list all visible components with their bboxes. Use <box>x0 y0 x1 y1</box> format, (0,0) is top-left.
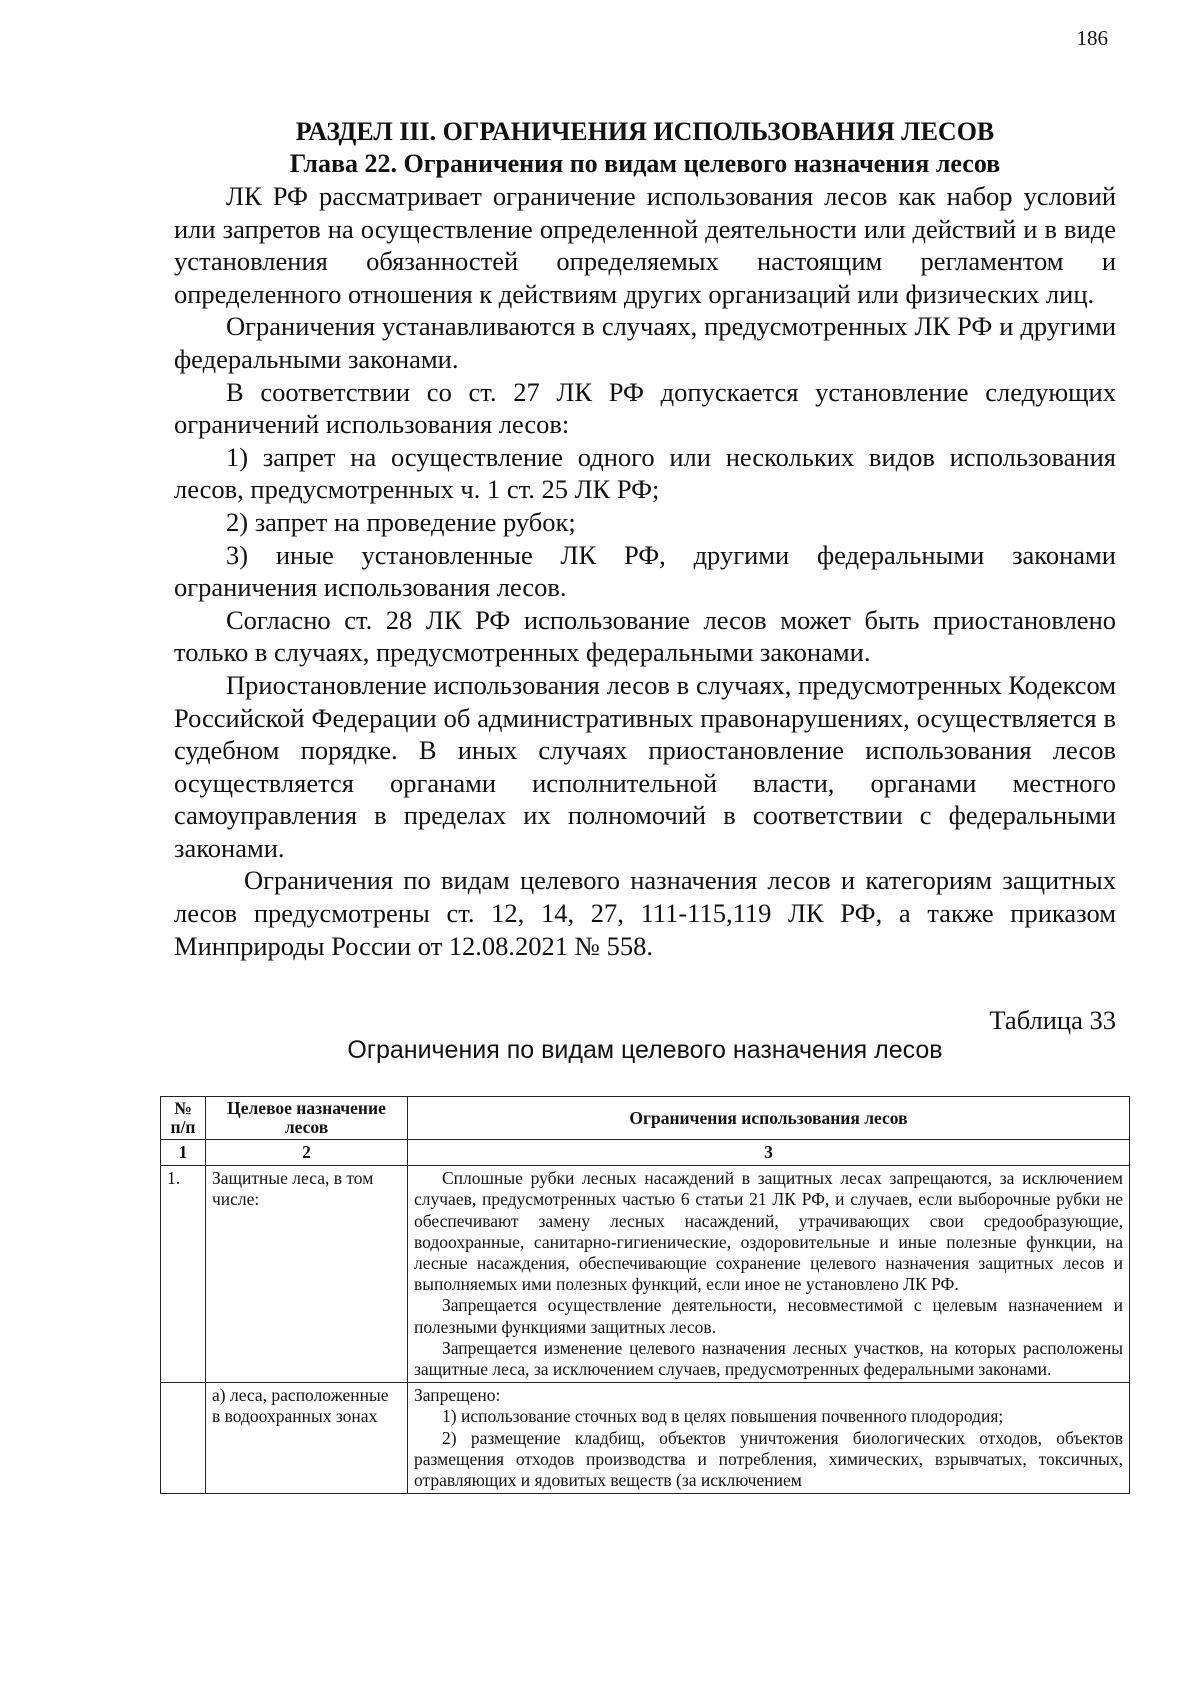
page-number: 186 <box>1076 26 1108 50</box>
row-purpose <box>206 1383 408 1494</box>
paragraph: Согласно ст. 28 ЛК РФ использование лесов может быть приостановлено только в случаях, предусмотренных федеральными законами. <box>174 604 1116 668</box>
row-number <box>161 1383 206 1494</box>
chapter-title: Глава 22. Ограничения по видам целевого назначения лесов <box>289 149 1001 178</box>
restriction-text: 1) использование сточных вод в целях повышения почвенного плодородия; <box>442 1406 1004 1427</box>
list-item: 3) иные установленные ЛК РФ, другими федеральными законами ограничения использования лесов. <box>174 539 1116 603</box>
header-cell-purpose: Целевое назначение лесов <box>206 1097 408 1140</box>
restrictions-table <box>160 1096 1130 1494</box>
restrictions-clip <box>414 1385 1123 1491</box>
column-number: 2 <box>206 1140 408 1166</box>
paragraph: Ограничения по видам целевого назначения лесов и категориям защитных лесов предусмотрены ст. 12, 14, 27, 111-115,119 ЛК РФ, а также приказом Минприроды России от 12.08.2021 № 558. <box>174 865 1116 961</box>
header-cell-number: № п/п <box>161 1097 206 1140</box>
row-restrictions <box>408 1166 1130 1383</box>
restriction-text: 2) размещение кладбищ, объектов уничтожения биологических отходов, объектов размещения отходов производства и потребления, химических, взрывчатых, токсичных, отравляющих и ядовитых веществ (за исключением <box>414 1427 1123 1491</box>
list-item: 1) запрет на осуществление одного или нескольких видов использования лесов, предусмотренных ч. 1 ст. 25 ЛК РФ; <box>174 441 1116 505</box>
paragraph: Приостановление использования лесов в случаях, предусмотренных Кодексом Российской Федерации об административных правонарушениях, осуществляется в судебном порядке. В иных случаях приостановление использования лесов осуществляется органами исполнительной власти, органами местного самоуправления в пределах их полномочий в соответствии с федеральными законами. <box>174 669 1116 863</box>
paragraph: Ограничения устанавливаются в случаях, предусмотренных ЛК РФ и другими федеральными законами. <box>174 311 1116 374</box>
document-body <box>174 116 1116 1064</box>
restriction-intro: Запрещено: <box>414 1385 501 1406</box>
purpose-text: а) леса, расположенные в водоохранных зонах <box>212 1385 389 1427</box>
section-title: РАЗДЕЛ III. ОГРАНИЧЕНИЯ ИСПОЛЬЗОВАНИЯ ЛЕСОВ <box>295 117 995 146</box>
table-caption: Ограничения по видам целевого назначения лесов <box>347 1036 943 1065</box>
paragraph: ЛК РФ рассматривает ограничение использования лесов как набор условий или запретов на осуществление определенной деятельности или действий и в виде установления обязанностей определяемых настоящим регламентом и определенного отношения к действиям других организаций или физических лиц. <box>174 181 1116 309</box>
list-item: 2) запрет на проведение рубок; <box>226 506 576 537</box>
row-purpose <box>206 1166 408 1383</box>
row-restrictions <box>408 1383 1130 1494</box>
table-row <box>161 1383 1130 1494</box>
paragraph: В соответствии со ст. 27 ЛК РФ допускается установление следующих ограничений использования лесов: <box>174 376 1116 440</box>
restriction-text: Запрещается изменение целевого назначения лесных участков, на которых расположены защитные леса, за исключением случаев, предусмотренных федеральными законами. <box>414 1337 1123 1380</box>
column-number-row <box>161 1140 1130 1166</box>
column-number: 3 <box>408 1140 1130 1166</box>
table-row <box>161 1166 1130 1383</box>
table-label: Таблица 33 <box>989 1005 1116 1036</box>
restriction-text: Запрещается осуществление деятельности, несовместимой с целевым назначением и полезными функциями защитных лесов. <box>414 1295 1123 1337</box>
restriction-text: Сплошные рубки лесных насаждений в защитных лесах запрещаются, за исключением случаев, предусмотренных частью 6 статьи 21 ЛК РФ, и случаев, если выборочные рубки не обеспечивают замену лесных насаждений, утрачивающих свои средообразующие, водоохранные, санитарно-гигиенические, оздоровительные и иные полезные функции, на лесные насаждения, обеспечивающие сохранение целевого назначения защитных лесов и выполняемых ими полезных функций, если иное не установлено ЛК РФ. <box>414 1168 1123 1295</box>
row-number: 1. <box>161 1166 206 1383</box>
table-header-row <box>161 1097 1130 1140</box>
purpose-text: Защитные леса, в том числе: <box>212 1168 374 1210</box>
header-cell-restrictions: Ограничения использования лесов <box>408 1097 1130 1140</box>
column-number: 1 <box>161 1140 206 1166</box>
